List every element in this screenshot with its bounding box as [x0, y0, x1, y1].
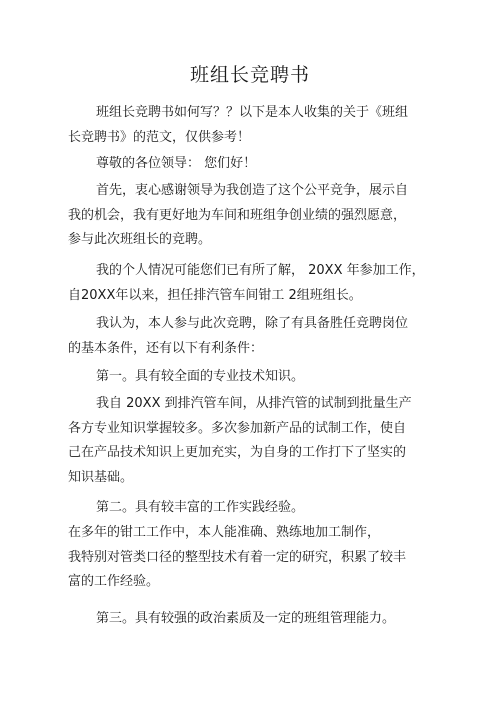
paragraph-point-two — [68, 496, 436, 521]
paragraph-line: 我认为，本人参与此次竞聘，除了有具备胜任竞聘岗位 — [96, 316, 409, 331]
paragraph-point-one — [68, 365, 436, 390]
paragraph-line: 班组长竞聘书如何写？？以下是本人收集的关于《班组 — [96, 105, 409, 120]
paragraph-line: 首先，衷心感谢领导为我创造了这个公平竞争，展示自 — [96, 183, 409, 198]
paragraph-line: 自20XX年以来，担任排汽管车间钳工 2组班组长。 — [68, 287, 362, 303]
paragraph-line: 的基本条件，还有以下有利条件： — [68, 340, 264, 356]
paragraph-point-two-detail — [68, 521, 436, 595]
paragraph-line: 第三。具有较强的政治素质及一定的班组管理能力。 — [96, 611, 396, 626]
paragraph-line: 我的机会，我有更好地为车间和班组争创业绩的强烈愿意， — [68, 207, 407, 223]
paragraph-intro — [68, 101, 436, 150]
paragraph-line: 知识基础。 — [68, 469, 134, 485]
paragraph-line: 参与此次班组长的竞聘。 — [68, 232, 212, 247]
paragraph-line: 第二。具有较丰富的工作实践经验。 — [96, 500, 305, 515]
paragraph-point-three — [68, 607, 436, 632]
paragraph-line: 我特别对管类口径的整型技术有着一定的研究，积累了较丰 — [68, 549, 407, 565]
paragraph-line: 我的个人情况可能您们已有所了解， 20XX 年参加工作， — [96, 263, 425, 278]
paragraph-line: 在多年的钳工工作中，本人能准确、熟练地加工制作， — [68, 525, 381, 540]
paragraph-line: 我自 20XX 到排汽管车间，从排汽管的试制到批量生产 — [96, 396, 412, 411]
paragraph-greeting — [68, 152, 436, 177]
paragraph-thanks — [68, 179, 436, 253]
paragraph-conditions — [68, 312, 436, 361]
paragraph-point-one-detail — [68, 392, 436, 490]
paragraph-line: 己在产品技术知识上更加充实，为自身的工作打下了坚实的 — [68, 445, 407, 460]
paragraph-line: 各方专业知识掌握较多。多次参加新产品的试制工作，使自 — [68, 420, 407, 436]
paragraph-line: 第一。具有较全面的专业技术知识。 — [96, 369, 305, 384]
paragraph-line: 富的工作经验。 — [68, 574, 160, 589]
paragraph-personal-info — [68, 259, 436, 308]
paragraph-line: 尊敬的各位领导： 您们好！ — [96, 156, 257, 171]
paragraph-line: 长竞聘书》的范文，仅供参考！ — [68, 129, 251, 145]
document-title: 班组长竞聘书 — [189, 64, 310, 86]
